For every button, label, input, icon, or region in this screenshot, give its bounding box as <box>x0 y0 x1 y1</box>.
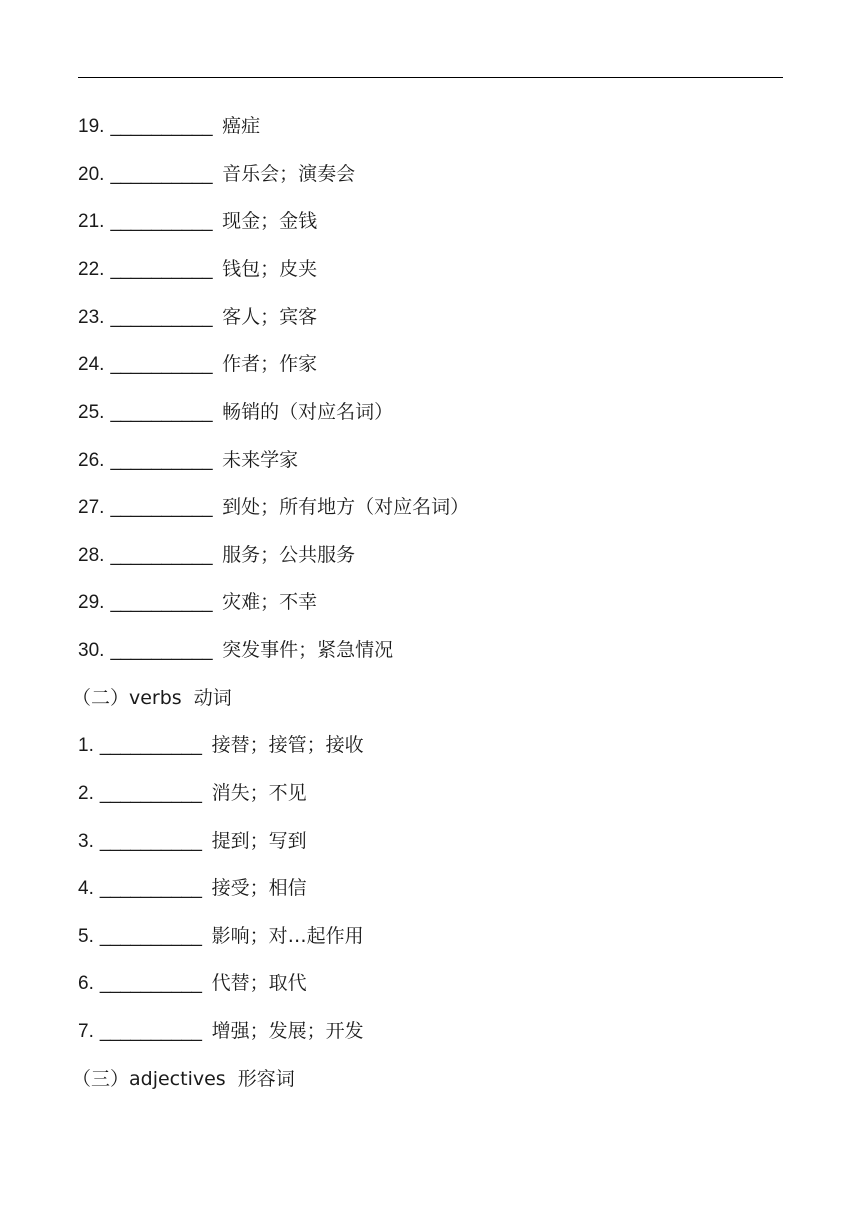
answer-blank: __________ <box>99 831 202 852</box>
answer-blank: __________ <box>110 545 213 566</box>
list-item <box>78 968 307 998</box>
item-meaning: 代替；取代 <box>211 972 307 994</box>
item-meaning: 癌症 <box>222 115 261 137</box>
answer-blank: __________ <box>110 402 213 423</box>
item-number: 4. <box>78 878 94 899</box>
answer-blank: __________ <box>99 783 202 804</box>
list-item <box>78 587 317 617</box>
answer-blank: __________ <box>110 164 213 185</box>
item-number: 21. <box>78 211 105 232</box>
item-meaning: 钱包；皮夹 <box>222 258 318 280</box>
list-item <box>78 159 355 189</box>
list-item <box>78 1016 364 1046</box>
item-number: 26. <box>78 450 105 471</box>
answer-blank: __________ <box>110 497 213 518</box>
item-meaning: 增强；发展；开发 <box>211 1020 364 1042</box>
item-number: 25. <box>78 402 105 423</box>
item-number: 3. <box>78 831 94 852</box>
verbs-section-heading: （二）verbs 动词 <box>72 687 232 709</box>
list-item <box>78 730 364 760</box>
item-meaning: 影响；对…起作用 <box>211 925 364 947</box>
item-number: 29. <box>78 592 105 613</box>
list-item <box>78 397 393 427</box>
list-item <box>78 826 307 856</box>
list-item <box>78 254 317 284</box>
item-meaning: 接受；相信 <box>211 877 307 899</box>
answer-blank: __________ <box>110 354 213 375</box>
item-number: 2. <box>78 783 94 804</box>
list-item <box>78 111 260 141</box>
item-number: 23. <box>78 307 105 328</box>
item-meaning: 作者；作家 <box>222 353 318 375</box>
answer-blank: __________ <box>110 592 213 613</box>
item-meaning: 到处；所有地方（对应名词） <box>222 496 470 518</box>
item-number: 1. <box>78 735 94 756</box>
list-item <box>78 778 307 808</box>
list-item <box>78 540 355 570</box>
answer-blank: __________ <box>99 735 202 756</box>
item-meaning: 消失；不见 <box>211 782 307 804</box>
item-meaning: 突发事件；紧急情况 <box>222 639 394 661</box>
list-item <box>78 635 393 665</box>
list-item <box>78 206 317 236</box>
item-number: 22. <box>78 259 105 280</box>
item-number: 5. <box>78 926 94 947</box>
answer-blank: __________ <box>99 1021 202 1042</box>
answer-blank: __________ <box>99 926 202 947</box>
item-meaning: 畅销的（对应名词） <box>222 401 394 423</box>
answer-blank: __________ <box>110 259 213 280</box>
answer-blank: __________ <box>110 450 213 471</box>
item-meaning: 客人；宾客 <box>222 306 318 328</box>
adjectives-section-heading: （三）adjectives 形容词 <box>72 1068 295 1090</box>
answer-blank: __________ <box>110 307 213 328</box>
item-meaning: 音乐会；演奏会 <box>222 163 356 185</box>
answer-blank: __________ <box>110 116 213 137</box>
item-number: 20. <box>78 164 105 185</box>
list-item <box>78 302 317 332</box>
answer-blank: __________ <box>99 878 202 899</box>
item-number: 28. <box>78 545 105 566</box>
answer-blank: __________ <box>110 211 213 232</box>
item-meaning: 现金；金钱 <box>222 210 318 232</box>
list-item <box>78 921 364 951</box>
list-item <box>78 349 317 379</box>
item-number: 30. <box>78 640 105 661</box>
item-meaning: 未来学家 <box>222 449 299 471</box>
answer-blank: __________ <box>99 973 202 994</box>
item-meaning: 灾难；不幸 <box>222 591 318 613</box>
answer-blank: __________ <box>110 640 213 661</box>
item-number: 19. <box>78 116 105 137</box>
item-meaning: 接替；接管；接收 <box>211 734 364 756</box>
item-number: 24. <box>78 354 105 375</box>
item-meaning: 服务；公共服务 <box>222 544 356 566</box>
item-number: 6. <box>78 973 94 994</box>
header-rule <box>78 77 783 78</box>
list-item <box>78 492 469 522</box>
item-number: 27. <box>78 497 105 518</box>
list-item <box>78 445 298 475</box>
list-item <box>78 873 307 903</box>
item-number: 7. <box>78 1021 94 1042</box>
item-meaning: 提到；写到 <box>211 830 307 852</box>
